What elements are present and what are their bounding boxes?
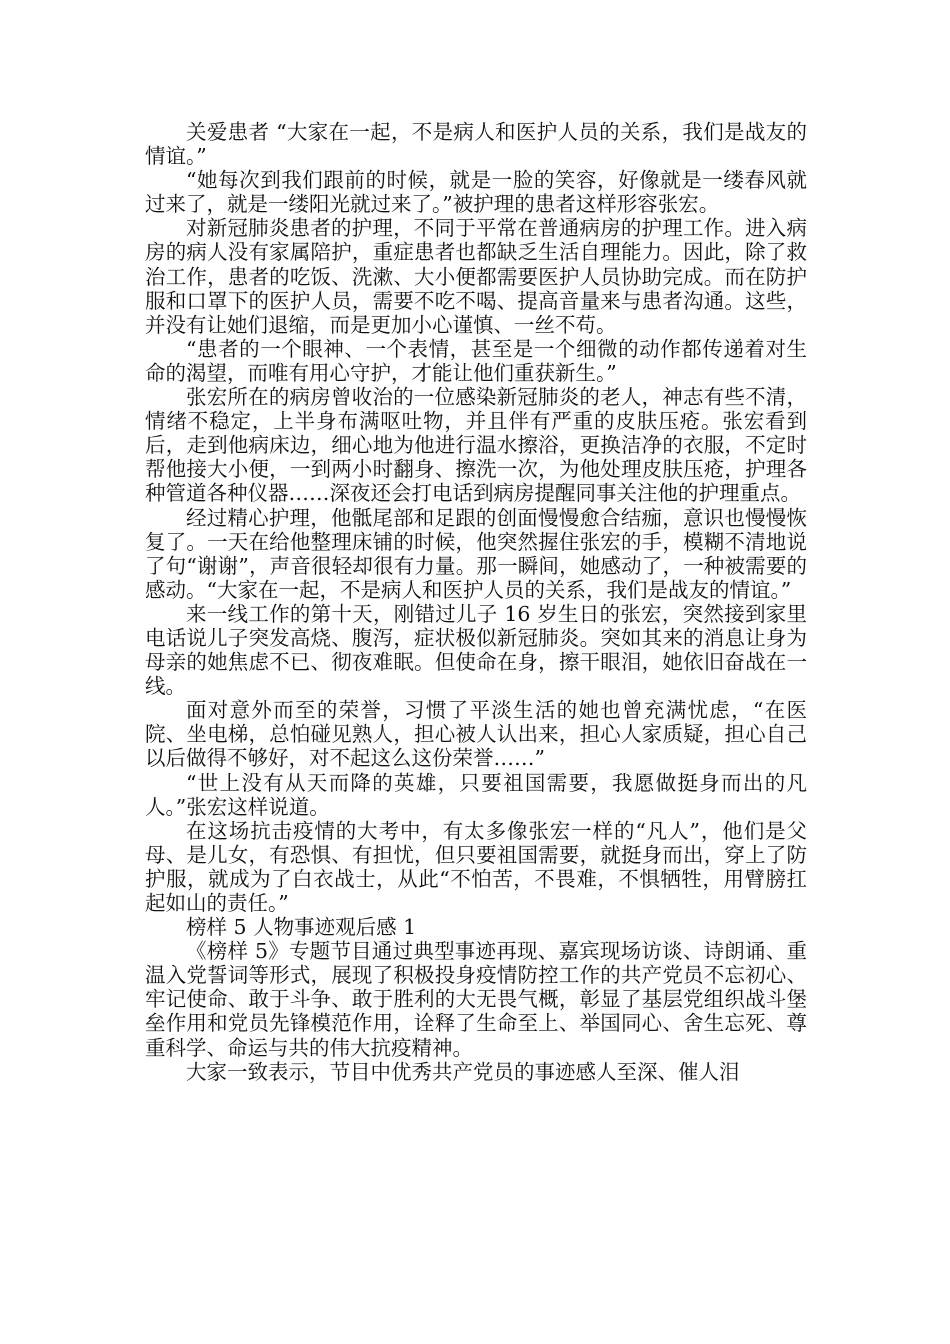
document-page — [145, 120, 807, 1084]
paragraph-recovery: 经过精心护理，他骶尾部和足跟的创面慢慢愈合结痂，意识也慢慢恢复了。一天在给他整理床铺的时候，他突然握住张宏的手，模糊不清地说了句“谢谢”，声音很轻却很有力量。那一瞬间，她感动了，一种被需要的感动。“大家在一起，不是病人和医护人员的关系，我们是战友的情谊。” — [145, 505, 807, 602]
paragraph-hero-quote: “世上没有从天而降的英雄，只要祖国需要，我愿做挺身而出的凡人。”张宏这样说道。 — [145, 770, 807, 819]
paragraph-nursing-work: 对新冠肺炎患者的护理，不同于平常在普通病房的护理工作。进入病房的病人没有家属陪护，重症患者也都缺乏生活自理能力。因此，除了救治工作，患者的吃饭、洗漱、大小便都需要医护人员协助完成。而在防护服和口罩下的医护人员，需要不吃不喝、提高音量来与患者沟通。这些，并没有让她们退缩，而是更加小心谨慎、一丝不苟。 — [145, 216, 807, 337]
paragraph-ordinary-people: 在这场抗击疫情的大考中，有太多像张宏一样的“凡人”，他们是父母、是儿女，有恐惧、有担忧，但只要祖国需要，就挺身而出，穿上了防护服，就成为了白衣战士，从此“不怕苦，不畏难，不惧牺牲，用臂膀扛起如山的责任。” — [145, 818, 807, 915]
paragraph-spring-breeze-quote: “她每次到我们跟前的时候，就是一脸的笑容，好像就是一缕春风就过来了，就是一缕阳光就过来了。”被护理的患者这样形容张宏。 — [145, 168, 807, 217]
paragraph-son-illness: 来一线工作的第十天，刚错过儿子 16 岁生日的张宏，突然接到家里电话说儿子突发高烧、腹泻，症状极似新冠肺炎。突如其来的消息让身为母亲的她焦虑不已、彻夜难眠。但使命在身，擦干眼泪，她依旧奋战在一线。 — [145, 601, 807, 699]
paragraph-honor-worry: 面对意外而至的荣誉，习惯了平淡生活的她也曾充满忧虑，“在医院、坐电梯，总怕碰见熟人，担心被人认出来，担心人家质疑，担心自己以后做得不够好，对不起这么这份荣誉……” — [145, 698, 807, 771]
paragraph-consensus: 大家一致表示，节目中优秀共产党员的事迹感人至深、催人泪 — [186, 1059, 740, 1084]
paragraph-caring-patients: 关爱患者 “大家在一起，不是病人和医护人员的关系，我们是战友的情谊。” — [145, 120, 807, 169]
paragraph-elderly-patient: 张宏所在的病房曾收治的一位感染新冠肺炎的老人，神志有些不清，情绪不稳定，上半身布满呕吐物，并且伴有严重的皮肤压疮。张宏看到后，走到他病床边，细心地为他进行温水擦浴，更换洁净的衣服，不定时帮他接大小便，一到两小时翻身、擦洗一次，为他处理皮肤压疮，护理各种管道各种仪器……深夜还会打电话到病房提醒同事关注他的护理重点。 — [145, 385, 807, 506]
paragraph-program-intro: 《榜样 5》专题节目通过典型事迹再现、嘉宾现场访谈、诗朗诵、重温入党誓词等形式，展现了积极投身疫情防控工作的共产党员不忘初心、牢记使命、敢于斗争、敢于胜利的大无畏气概，彰显了基层党组织战斗堡垒作用和党员先锋模范作用，诠释了生命至上、举国同心、舍生忘死、尊重科学、命运与共的伟大抗疫精神。 — [145, 939, 807, 1060]
paragraph-patient-gaze-quote: “患者的一个眼神、一个表情，甚至是一个细微的动作都传递着对生命的渴望，而唯有用心守护，才能让他们重获新生。” — [145, 336, 807, 385]
section-heading: 榜样 5 人物事迹观后感 1 — [186, 915, 417, 940]
